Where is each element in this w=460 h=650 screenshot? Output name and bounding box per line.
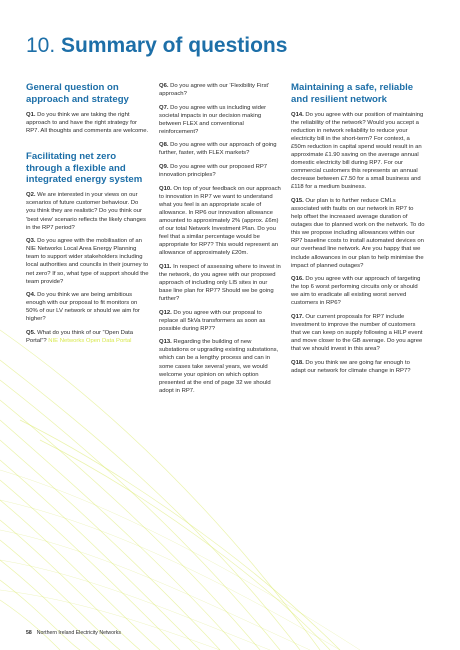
column-middle xyxy=(159,82,281,400)
page-number: 58 xyxy=(26,630,32,636)
question-q3 xyxy=(26,237,149,286)
question-text: Do you think we are going far enough to adapt our network for climate change in RP7? xyxy=(291,359,411,374)
question-text: On top of your feedback on our approach to innovation in RP7 we want to understand what you feel is an appropriate scale of allowance. In RP6 our innovation allowance amounted to approximately 2% (approx. £6m) of our total Network Investment Plan. Do you feel that a similar percentage would be appropriate for RP7? This would represent an allowance of approximately £20m. xyxy=(159,185,281,257)
page-title xyxy=(26,33,287,59)
question-label: Q8. xyxy=(159,142,169,149)
column-left xyxy=(26,82,149,350)
question-label: Q12. xyxy=(159,309,172,316)
heading-net-zero: Facilitating net zero through a flexible and integrated energy system xyxy=(26,150,143,186)
question-label: Q3. xyxy=(26,238,36,245)
question-q15 xyxy=(291,197,425,270)
question-label: Q18. xyxy=(291,359,304,366)
question-q4 xyxy=(26,291,149,323)
question-q9 xyxy=(159,163,281,179)
question-q12 xyxy=(159,309,281,333)
question-q6 xyxy=(159,82,281,98)
question-label: Q15. xyxy=(291,197,304,204)
heading-general-question: General question on approach and strategy xyxy=(26,82,129,105)
question-text: Do you agree with our proposal to replace all 5kVa transformers as soon as possible during RP7? xyxy=(159,309,266,332)
question-text: Our current proposals for RP7 include investment to improve the number of customers that we can keep on supply following a HILP event and move closer to the GB average. Do you agree that we should invest in this area? xyxy=(291,313,423,353)
question-q11 xyxy=(159,263,281,303)
question-label: Q6. xyxy=(159,83,169,89)
question-label: Q17. xyxy=(291,313,304,320)
column-right xyxy=(291,82,425,380)
question-text: Do you agree with our position of maintaining the reliability of the network? Would you accept a reduction in network reliability to reduce your electricity bill in the short-term? For context, a £50m reduction in capital spend would result in an approximate £1.90 saving on the average annual domestic electricity bill during RP7. For our commercial customers this represents an annual decrease between £7.50 for a small business and £118 for a medium business. xyxy=(291,111,424,191)
question-text: Do you think we are being ambitious enough with our proposal to fit monitors on 50% of our LV network or should we aim for higher? xyxy=(26,292,140,323)
question-label: Q13. xyxy=(159,339,172,346)
question-q17 xyxy=(291,313,425,353)
question-label: Q14. xyxy=(291,111,304,118)
question-q16 xyxy=(291,275,425,307)
question-q13 xyxy=(159,338,281,395)
question-text: Our plan is to further reduce CMLs associated with faults on our network in RP7 to help offset the increased average duration of outages due to planned work on the network. To do this we propose including allowances within our RP7 baseline costs to install automated devices on our overhead line network. Are you happy that we include allowances in our plan to help minimise the impact of planned outages? xyxy=(291,197,425,269)
question-text: Do you think we are taking the right approach to and have the right strategy for RP7. All thoughts and comments are welcome. xyxy=(26,111,149,134)
question-label: Q9. xyxy=(159,163,169,170)
question-label: Q2. xyxy=(26,192,36,199)
question-label: Q11. xyxy=(159,263,172,270)
question-q14 xyxy=(291,111,425,192)
question-label: Q10. xyxy=(159,185,172,192)
open-data-portal-link[interactable]: NIE Networks Open Data Portal xyxy=(48,337,132,344)
question-q8 xyxy=(159,141,281,157)
question-label: Q4. xyxy=(26,292,36,299)
question-label: Q16. xyxy=(291,276,304,283)
question-q7 xyxy=(159,104,281,136)
question-text: Do you agree with our proposed RP7 innovation principles? xyxy=(159,163,268,179)
question-label: Q1. xyxy=(26,111,36,118)
question-text: Regarding the building of new substations or upgrading existing substations, which can be a lengthy process and can in some cases take several years, we would welcome your opinion on which option presented at the end of page 32 we should adopt in RP7. xyxy=(159,339,279,394)
question-text: Do you agree with our approach of going further, faster, with FLEX markets? xyxy=(159,142,277,157)
question-q5 xyxy=(26,329,149,345)
question-text: Do you agree with the mobilisation of an NIE Networks Local Area Energy Planning team to support wider stakeholders including local authorities and councils in their journey to net zero? If so, what type of support should the team provide? xyxy=(26,238,149,285)
section-title: Summary of questions xyxy=(61,34,288,57)
question-label: Q7. xyxy=(159,104,169,111)
question-text: Do you agree with us including wider societal impacts in our decision making between FLEX and conventional reinforcement? xyxy=(159,104,267,135)
question-text: In respect of assessing where to invest in the network, do you agree with our proposed approach of including only LI5 sites in our base line plan for RP7? Should we be going further? xyxy=(159,263,281,303)
question-q1 xyxy=(26,111,149,135)
section-number: 10. xyxy=(26,34,56,57)
question-text: Do you agree with our ‘Flexibility First’ approach? xyxy=(159,83,270,98)
question-text: Do you agree with our approach of targeting the top 6 worst performing circuits only or should we aim to eradicate all existing worst served customers in RP6? xyxy=(291,276,421,307)
question-q10 xyxy=(159,185,281,258)
question-q2 xyxy=(26,191,149,231)
page-footer xyxy=(26,630,121,637)
heading-safe-reliable-network: Maintaining a safe, reliable and resilient network xyxy=(291,82,414,105)
question-label: Q5. xyxy=(26,329,36,336)
question-q18 xyxy=(291,359,425,375)
footer-org-name: Northern Ireland Electricity Networks xyxy=(36,630,121,636)
question-text: We are interested in your views on our scenarios of future customer behaviour. Do you think they are realistic? Do you think our ‘best view’ scenario reflects the likely changes in the RP7 period? xyxy=(26,192,146,231)
question-text: What do you think of our “Open Data Portal”? xyxy=(26,329,134,344)
